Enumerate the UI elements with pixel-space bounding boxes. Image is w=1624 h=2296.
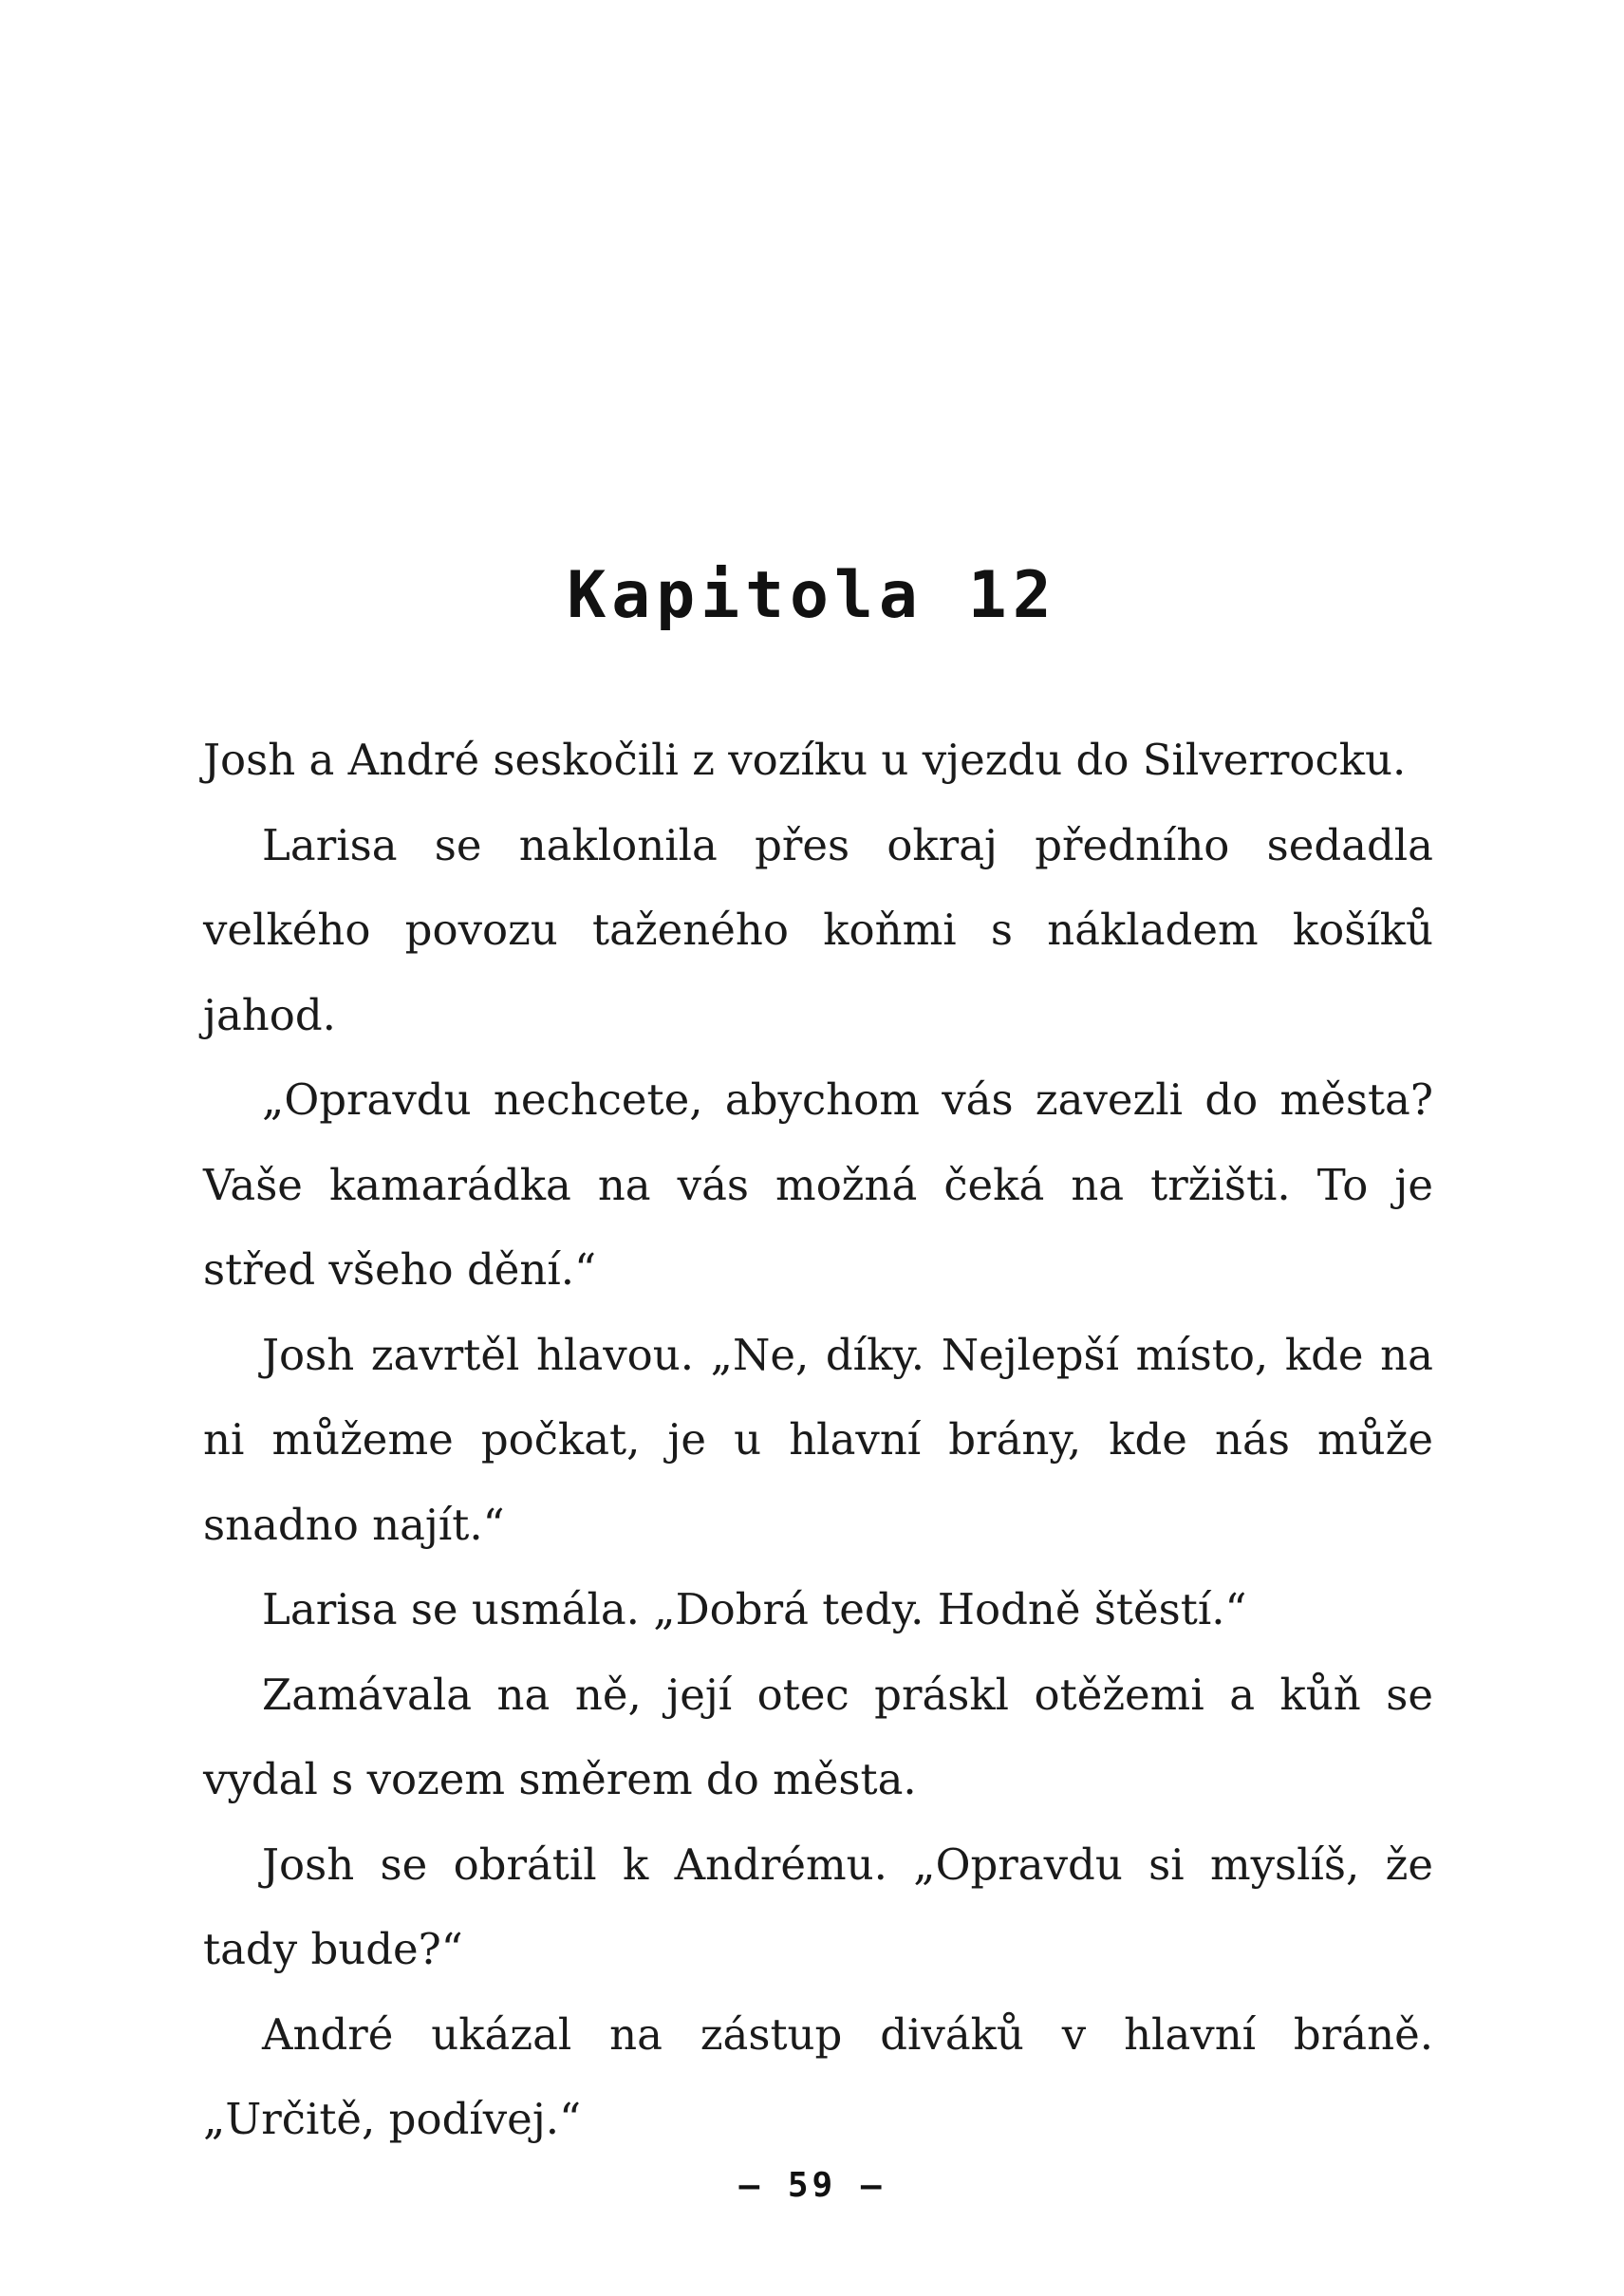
chapter-title: Kapitola 12	[567, 558, 1057, 633]
paragraph: Zamávala na ně, její otec práskl otěžemi a kůň se vydal s vozem směrem do města.	[203, 1669, 1433, 1804]
paragraph: André ukázal na zástup diváků v hlavní bráně. „Určitě, podívej.“	[203, 2008, 1433, 2144]
paragraph: Josh se obrátil k Andrému. „Opravdu si myslíš, že tady bude?“	[203, 1839, 1433, 1974]
paragraph: Larisa se usmála. „Dobrá tedy. Hodně štěstí.“	[262, 1584, 1247, 1634]
paragraph: Larisa se naklonila přes okraj předního sedadla velkého povozu taženého koňmi s nákladem košíků jahod.	[203, 819, 1433, 1040]
page-number: – 59 –	[738, 2166, 886, 2205]
paragraph: Josh zavrtěl hlavou. „Ne, díky. Nejlepší místo, kde na ni můžeme počkat, je u hlavní brány, kde nás může snadno najít.“	[203, 1329, 1433, 1550]
paragraph: Josh a André seskočili z vozíku u vjezdu do Silverrocku.	[203, 735, 1407, 785]
chapter-body	[203, 718, 1433, 2162]
paragraph: „Opravdu nechcete, abychom vás zavezli do města? Vaše kamarádka na vás možná čeká na tržišti. To je střed všeho dění.“	[203, 1074, 1433, 1295]
